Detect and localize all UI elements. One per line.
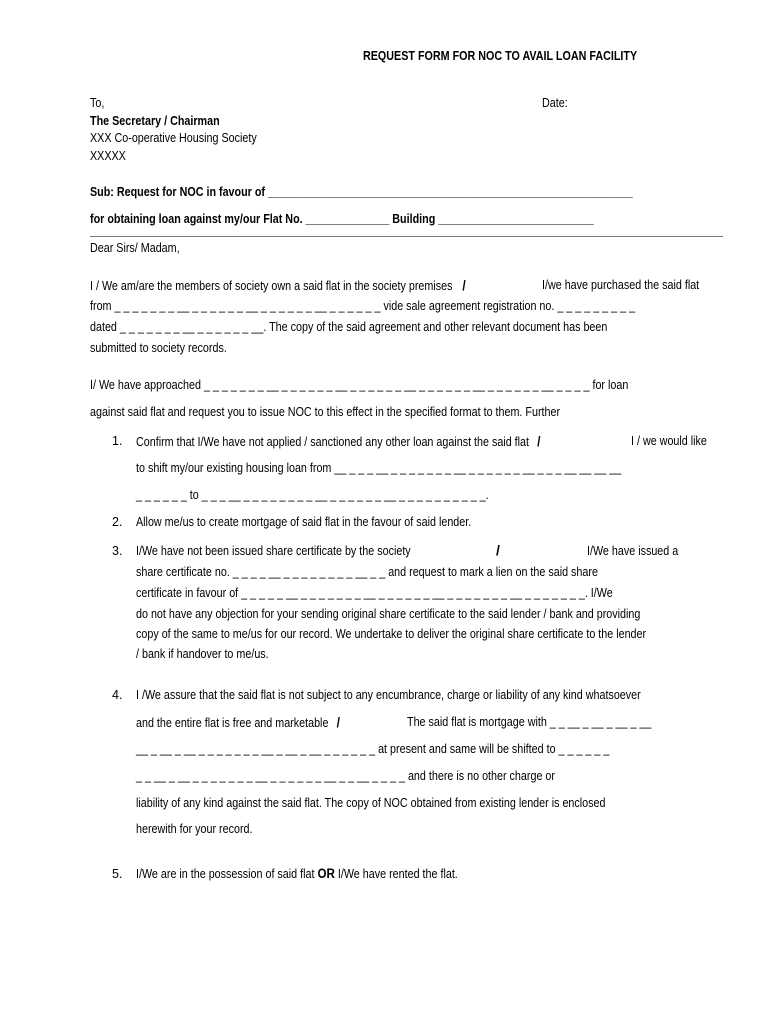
- item-3-line5: copy of the same to me/us for our record. We undertake to deliver the original share certificate to the lender: [136, 627, 647, 641]
- para1-line2: from _ _ _ _ _ _ _ __ _ _ _ _ _ _ __ _ _ _ _ _ _ __ _ _ _ _ _ _ vide sale agreement registration no. _ _ _ _ _ _ _ _ _: [90, 299, 636, 313]
- society-address: XXXXX: [90, 149, 126, 163]
- item-5-number: 5.: [112, 867, 123, 881]
- item-4-separator: /: [336, 714, 340, 730]
- para1-line3: dated _ _ _ _ _ _ _ __ _ _ _ _ _ _ __. The copy of the said agreement and other relevant document has been: [90, 320, 608, 334]
- para1-line1: [90, 277, 466, 294]
- para1-line1-text: I / We am/are the members of society own a said flat in the society premises: [90, 279, 453, 293]
- item-1-line1-alt: I / we would like: [631, 434, 707, 448]
- subject-line-2: for obtaining loan against my/our Flat No. ______________ Building __________________________: [90, 212, 594, 226]
- item-4-line3: __ _ __ _ __ _ _ _ _ _ _ _ __ _ __ _ __ _ _ _ _ _ _ at present and same will be shifted to _ _ _ _ _ _: [136, 742, 610, 756]
- item-3-separator: /: [496, 542, 500, 558]
- item-4-line4: _ _ __ _ __ _ _ _ _ _ _ _ __ _ _ _ _ _ _ __ _ _ __ _ _ _ _ and there is no other charge or: [136, 769, 555, 783]
- item-3-line2: share certificate no. _ _ _ _ __ _ _ _ _ _ _ _ _ __ _ _ and request to mark a lien on the said share: [136, 565, 598, 579]
- item-1-number: 1.: [112, 434, 123, 448]
- society-name: XXX Co-operative Housing Society: [90, 131, 257, 145]
- subject-divider: [90, 236, 723, 237]
- addressee: The Secretary / Chairman: [90, 114, 220, 128]
- item-1-line1: [136, 433, 541, 450]
- item-3-number: 3.: [112, 544, 123, 558]
- item-3-line1-alt: I/We have issued a: [587, 544, 679, 558]
- item-4-line6: herewith for your record.: [136, 822, 253, 836]
- item-3-line3: certificate in favour of _ _ _ _ _ __ _ _ _ _ _ _ _ __ _ _ _ _ _ _ __ _ _ _ _ _ _ _ __ _ _ _ _ _ _ _. I/We: [136, 586, 613, 600]
- para2-line2: against said flat and request you to issue NOC to this effect in the specified format to them. Further: [90, 405, 561, 419]
- item-4-line1: I /We assure that the said flat is not subject to any encumbrance, charge or liability of any kind whatsoever: [136, 688, 641, 702]
- salutation: Dear Sirs/ Madam,: [90, 241, 180, 255]
- item-2-line1: Allow me/us to create mortgage of said flat in the favour of said lender.: [136, 515, 472, 529]
- item-1-line3: _ _ _ _ _ _ to _ _ _ __ _ _ _ _ _ _ _ _ __ _ _ _ _ _ _ __ _ _ _ _ _ _ _ _ _ _.: [136, 488, 489, 502]
- item-1-line2: to shift my/our existing housing loan from __ _ _ _ __ _ _ _ _ _ _ _ __ _ _ _ _ _ _ __ _ _ _ __ __ __ __: [136, 461, 622, 475]
- item-5-line1-alt: I/We have rented the flat.: [337, 867, 458, 881]
- para2-line1: I/ We have approached _ _ _ _ _ _ _ __ _ _ _ _ _ _ __ _ _ _ _ _ _ __ _ _ _ _ _ _ __ _ _ _ _ _ _ __ _ _ _ _ for loan: [90, 378, 629, 392]
- item-4-line2-text: and the entire flat is free and marketable: [136, 716, 329, 730]
- item-3-line6: / bank if handover to me/us.: [136, 647, 269, 661]
- para1-line1-alt: I/we have purchased the said flat: [542, 278, 700, 292]
- item-5-line1-text: I/We are in the possession of said flat: [136, 867, 315, 881]
- item-1-line1-text: Confirm that I/We have not applied / sanctioned any other loan against the said flat: [136, 435, 530, 449]
- item-5-line1: [136, 866, 458, 882]
- item-1-separator: /: [537, 433, 541, 449]
- item-4-line5: liability of any kind against the said flat. The copy of NOC obtained from existing lender is enclosed: [136, 796, 606, 810]
- date-label: Date:: [542, 96, 568, 110]
- page-title: REQUEST FORM FOR NOC TO AVAIL LOAN FACILITY: [363, 49, 638, 63]
- item-4-number: 4.: [112, 688, 123, 702]
- item-3-line4: do not have any objection for your sending original share certificate to the said lender / bank and providing: [136, 607, 641, 621]
- to-label: To,: [90, 96, 105, 110]
- para1-separator: /: [462, 277, 466, 293]
- item-2-number: 2.: [112, 515, 123, 529]
- item-4-line2: [136, 714, 340, 731]
- item-5-or: OR: [317, 866, 335, 881]
- item-3-line1: I/We have not been issued share certificate by the society: [136, 544, 411, 558]
- item-4-line2-alt: The said flat is mortgage with _ _ __ _ __ _ __ _ __: [407, 715, 652, 729]
- para1-line4: submitted to society records.: [90, 341, 227, 355]
- subject-line-1: Sub: Request for NOC in favour of _____________________________________________________________: [90, 185, 633, 199]
